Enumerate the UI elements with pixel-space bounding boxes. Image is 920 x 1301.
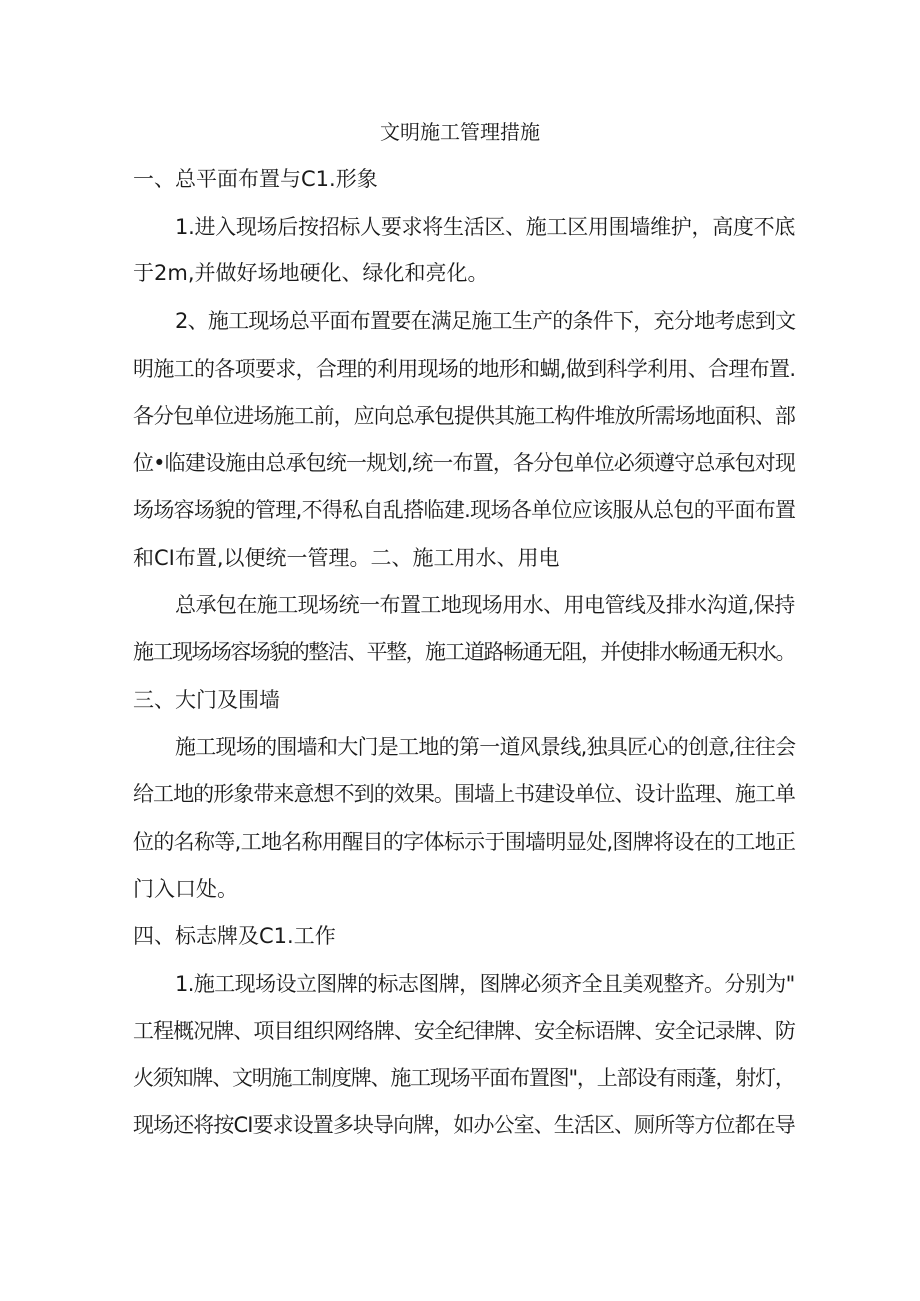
paragraph-line: 工程概况牌、项目组织网络牌、安全纪律牌、安全标语牌、安全记录牌、防 xyxy=(133,1019,795,1043)
paragraph-line: 各分包单位进场施工前，应向总承包提供其施工构件堆放所需场地面积、部 xyxy=(133,404,795,428)
paragraph-line: 给工地的形象带来意想不到的效果。围墙上书建设单位、设计监理、施工单 xyxy=(133,782,795,806)
paragraph-line: 总承包在施工现场统一布置工地现场用水、用电管线及排水沟道,保持 xyxy=(175,593,795,617)
paragraph-line: 火须知牌、文明施工制度牌、施工现场平面布置图"，上部设有雨蓬，射灯， xyxy=(133,1066,795,1090)
paragraph-line: 位的名称等,工地名称用醒目的字体标示于围墙明显处,图牌将设在的工地正 xyxy=(133,830,796,854)
paragraph-line: 明施工的各项要求，合理的利用现场的地形和蝴,做到科学利用、合理布置. xyxy=(133,357,796,381)
paragraph-line: 现场还将按CI要求设置多块导向牌，如办公室、生活区、厕所等方位都在导 xyxy=(133,1113,795,1137)
paragraph-line: 施工现场场容场貌的整洁、平整，施工道路畅通无阻，并使排水畅通无积水。 xyxy=(133,640,795,664)
section-heading: 三、大门及围墙 xyxy=(133,688,280,712)
section-heading: 一、总平面布置与C1.形象 xyxy=(133,167,378,191)
section-heading: 四、标志牌及C1.工作 xyxy=(133,924,336,948)
paragraph-line: 1.施工现场设立图牌的标志图牌，图牌必须齐全且美观整齐。分别为" xyxy=(175,972,795,996)
paragraph-line: 门入口处。 xyxy=(133,877,238,901)
paragraph-line: 于2m,并做好场地硬化、绿化和亮化。 xyxy=(133,261,489,285)
paragraph-line: 和CI布置,以便统一管理。二、施工用水、用电 xyxy=(133,546,560,570)
paragraph-line: 2、施工现场总平面布置要在满足施工生产的条件下，充分地考虑到文 xyxy=(175,309,796,333)
paragraph-line: 施工现场的围墙和大门是工地的第一道风景线,独具匠心的创意,往往会 xyxy=(175,735,796,759)
document-title: 文明施工管理措施 xyxy=(380,120,540,144)
paragraph-line: 场场容场貌的管理,不得私自乱搭临建.现场各单位应该服从总包的平面布置 xyxy=(133,498,796,522)
paragraph-line: 1.进入现场后按招标人要求将生活区、施工区用围墙维护，高度不底 xyxy=(175,215,796,239)
paragraph-line: 位•临建设施由总承包统一规划,统一布置，各分包单位必须遵守总承包对现 xyxy=(133,451,796,475)
